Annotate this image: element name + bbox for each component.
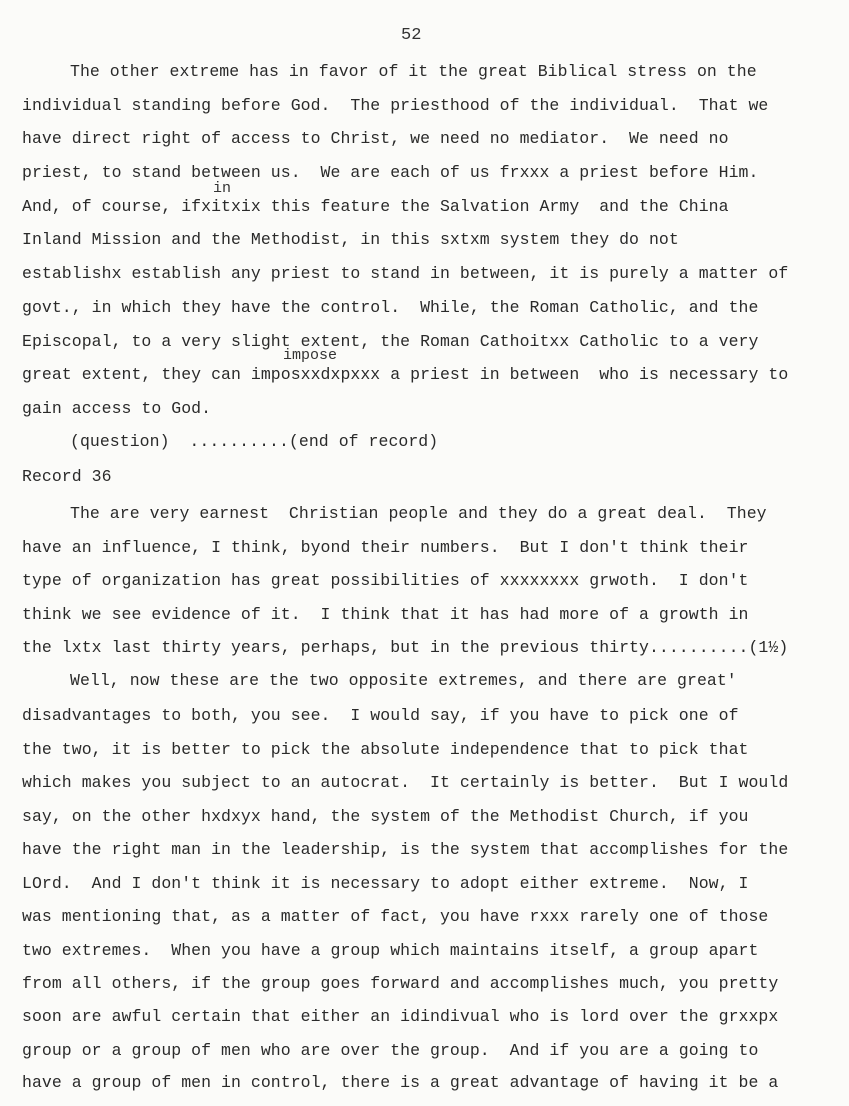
text-line: have a group of men in control, there is a great advantage of having it be a	[22, 1073, 779, 1092]
text-line: The other extreme has in favor of it the great Biblical stress on the	[70, 62, 757, 81]
text-line: have the right man in the leadership, is the system that accomplishes for the	[22, 840, 789, 859]
text-line: two extremes. When you have a group which maintains itself, a group apart	[22, 941, 759, 960]
text-line: Well, now these are the two opposite extremes, and there are great'	[70, 671, 737, 690]
text-line: govt., in which they have the control. While, the Roman Catholic, and the	[22, 298, 759, 317]
text-line: The are very earnest Christian people and they do a great deal. They	[70, 504, 767, 523]
page-number: 52	[401, 26, 422, 45]
text-line: disadvantages to both, you see. I would say, if you have to pick one of	[22, 706, 739, 725]
text-line: (question) ..........(end of record)	[70, 432, 439, 451]
text-line: group or a group of men who are over the group. And if you are a going to	[22, 1041, 759, 1060]
text-line: the lxtx last thirty years, perhaps, but in the previous thirty..........(1½)	[22, 638, 789, 657]
text-line: Inland Mission and the Methodist, in this sxtxm system they do not	[22, 230, 679, 249]
text-line: soon are awful certain that either an idindivual who is lord over the grxxpx	[22, 1007, 779, 1026]
text-line: have an influence, I think, byond their numbers. But I don't think their	[22, 538, 749, 557]
text-line: And, of course, ifxitxix this feature the Salvation Army and the China	[22, 197, 729, 216]
text-line: was mentioning that, as a matter of fact, you have rxxx rarely one of those	[22, 907, 769, 926]
text-line: think we see evidence of it. I think that it has had more of a growth in	[22, 605, 749, 624]
text-line: gain access to God.	[22, 399, 212, 418]
text-line: the two, it is better to pick the absolute independence that to pick that	[22, 740, 749, 759]
text-line: great extent, they can imposxxdxpxxx a priest in between who is necessary to	[22, 365, 789, 384]
text-line: have direct right of access to Christ, we need no mediator. We need no	[22, 129, 729, 148]
text-line: Episcopal, to a very slight extent, the Roman Cathoitxx Catholic to a very	[22, 332, 759, 351]
section-heading: Record 36	[22, 467, 112, 486]
interlinear-insertion: in	[213, 180, 232, 197]
text-line: establishx establish any priest to stand in between, it is purely a matter of	[22, 264, 789, 283]
text-line: type of organization has great possibilities of xxxxxxxx grwoth. I don't	[22, 571, 749, 590]
text-line: say, on the other hxdxyx hand, the system of the Methodist Church, if you	[22, 807, 749, 826]
text-line: individual standing before God. The priesthood of the individual. That we	[22, 96, 769, 115]
text-line: from all others, if the group goes forward and accomplishes much, you pretty	[22, 974, 779, 993]
interlinear-insertion: impose	[283, 347, 338, 364]
text-line: LOrd. And I don't think it is necessary to adopt either extreme. Now, I	[22, 874, 749, 893]
text-line: priest, to stand between us. We are each of us frxxx a priest before Him.	[22, 163, 759, 182]
text-line: which makes you subject to an autocrat. It certainly is better. But I would	[22, 773, 789, 792]
